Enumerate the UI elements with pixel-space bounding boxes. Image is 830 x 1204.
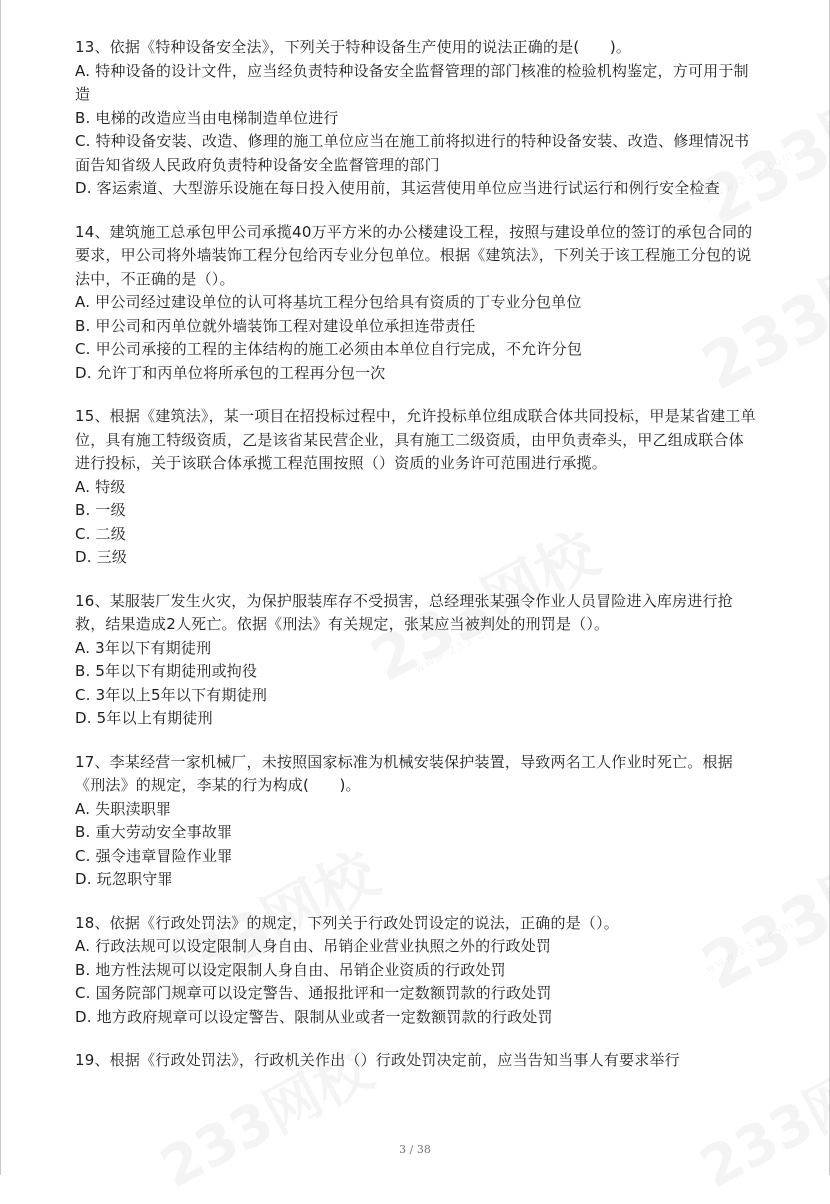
option-d: D. 地方政府规章可以设定警告、限制从业或者一定数额罚款的行政处罚 [75, 1007, 553, 1026]
option-b: B. 重大劳动安全事故罪 [75, 823, 233, 841]
option-d: D. 5年以上有期徒刑 [75, 709, 213, 727]
question-stem: 14、建筑施工总承包甲公司承揽40万平方米的办公楼建设工程，按照与建设单位的签订的承包合同的要求，甲公司将外墙装饰工程分包给丙专业分包单位。根据《建筑法》，下列关于该工程施工分包的说法中，不正确的是（）。 [75, 222, 753, 288]
question-stem: 15、根据《建筑法》，某一项目在招投标过程中，允许投标单位组成联合体共同投标，甲是某省建工单位，具有施工特级资质，乙是该省某民营企业，具有施工二级资质，由甲负责牵头，甲乙组成联合体进行投标，关于该联合体承揽工程范围按照（）资质的业务许可范围进行承揽。 [75, 407, 756, 472]
option-c: C. 国务院部门规章可以设定警告、通报批评和一定数额罚款的行政处罚 [75, 984, 552, 1002]
option-a: A. 行政法规可以设定限制人身自由、吊销企业营业执照之外的行政处罚 [75, 937, 552, 955]
question-15 [75, 405, 757, 570]
option-b: B. 电梯的改造应当由电梯制造单位进行 [75, 108, 339, 127]
option-d: D. 允许丁和丙单位将所承包的工程再分包一次 [75, 363, 386, 382]
page-left-border [0, 0, 1, 1175]
question-16 [75, 590, 757, 731]
option-a: A. 特级 [75, 477, 126, 496]
option-c: C. 甲公司承接的工程的主体结构的施工必须由本单位自行完成，不允许分包 [75, 340, 583, 358]
option-a: A. 特种设备的设计文件，应当经负责特种设备安全监督管理的部门核准的检验机构鉴定，方可用于制造 [75, 61, 749, 103]
option-a: A. 甲公司经过建设单位的认可将基坑工程分包给具有资质的丁专业分包单位 [75, 293, 582, 311]
question-13 [75, 36, 757, 201]
question-18 [75, 912, 757, 1030]
option-a: A. 失职渎职罪 [75, 799, 172, 818]
option-a: A. 3年以下有期徒刑 [75, 638, 212, 657]
option-b: B. 甲公司和丙单位就外墙装饰工程对建设单位承担连带责任 [75, 316, 476, 335]
option-c: C. 3年以上5年以下有期徒刑 [75, 685, 268, 704]
document-page [75, 36, 757, 1093]
question-19 [75, 1049, 757, 1073]
option-c: C. 强令违章冒险作业罪 [75, 846, 233, 865]
option-b: B. 地方性法规可以设定限制人身自由、吊销企业资质的行政处罚 [75, 960, 506, 979]
question-17 [75, 751, 757, 892]
page-number: 3 / 38 [399, 1143, 431, 1156]
option-d: D. 三级 [75, 548, 128, 566]
question-stem: 19、根据《行政处罚法》，行政机关作出（）行政处罚决定前，应当告知当事人有要求举行 [75, 1051, 680, 1069]
option-c: C. 二级 [75, 524, 127, 543]
question-stem: 18、依据《行政处罚法》的规定，下列关于行政处罚设定的说法，正确的是（）。 [75, 913, 619, 932]
question-stem: 17、李某经营一家机械厂，未按照国家标准为机械安装保护装置，导致两名工人作业时死亡。根据《刑法》的规定，李某的行为构成( )。 [75, 752, 733, 794]
option-d: D. 玩忽职守罪 [75, 870, 173, 888]
question-stem: 13、依据《特种设备安全法》，下列关于特种设备生产使用的说法正确的是( )。 [75, 38, 632, 56]
option-b: B. 一级 [75, 501, 126, 519]
question-14 [75, 221, 757, 386]
option-b: B. 5年以下有期徒刑或拘役 [75, 662, 258, 680]
option-d: D. 客运索道、大型游乐设施在每日投入使用前，其运营使用单位应当进行试运行和例行安全检查 [75, 179, 720, 197]
option-c: C. 特种设备安装、改造、修理的施工单位应当在施工前将拟进行的特种设备安装、改造、修理情况书面告知省级人民政府负责特种设备安全监督管理的部门 [75, 132, 750, 174]
question-stem: 16、某服装厂发生火灾，为保护服装库存不受损害，总经理张某强令作业人员冒险进入库房进行抢救，结果造成2人死亡。依据《刑法》有关规定，张某应当被判处的刑罚是（）。 [75, 591, 733, 633]
